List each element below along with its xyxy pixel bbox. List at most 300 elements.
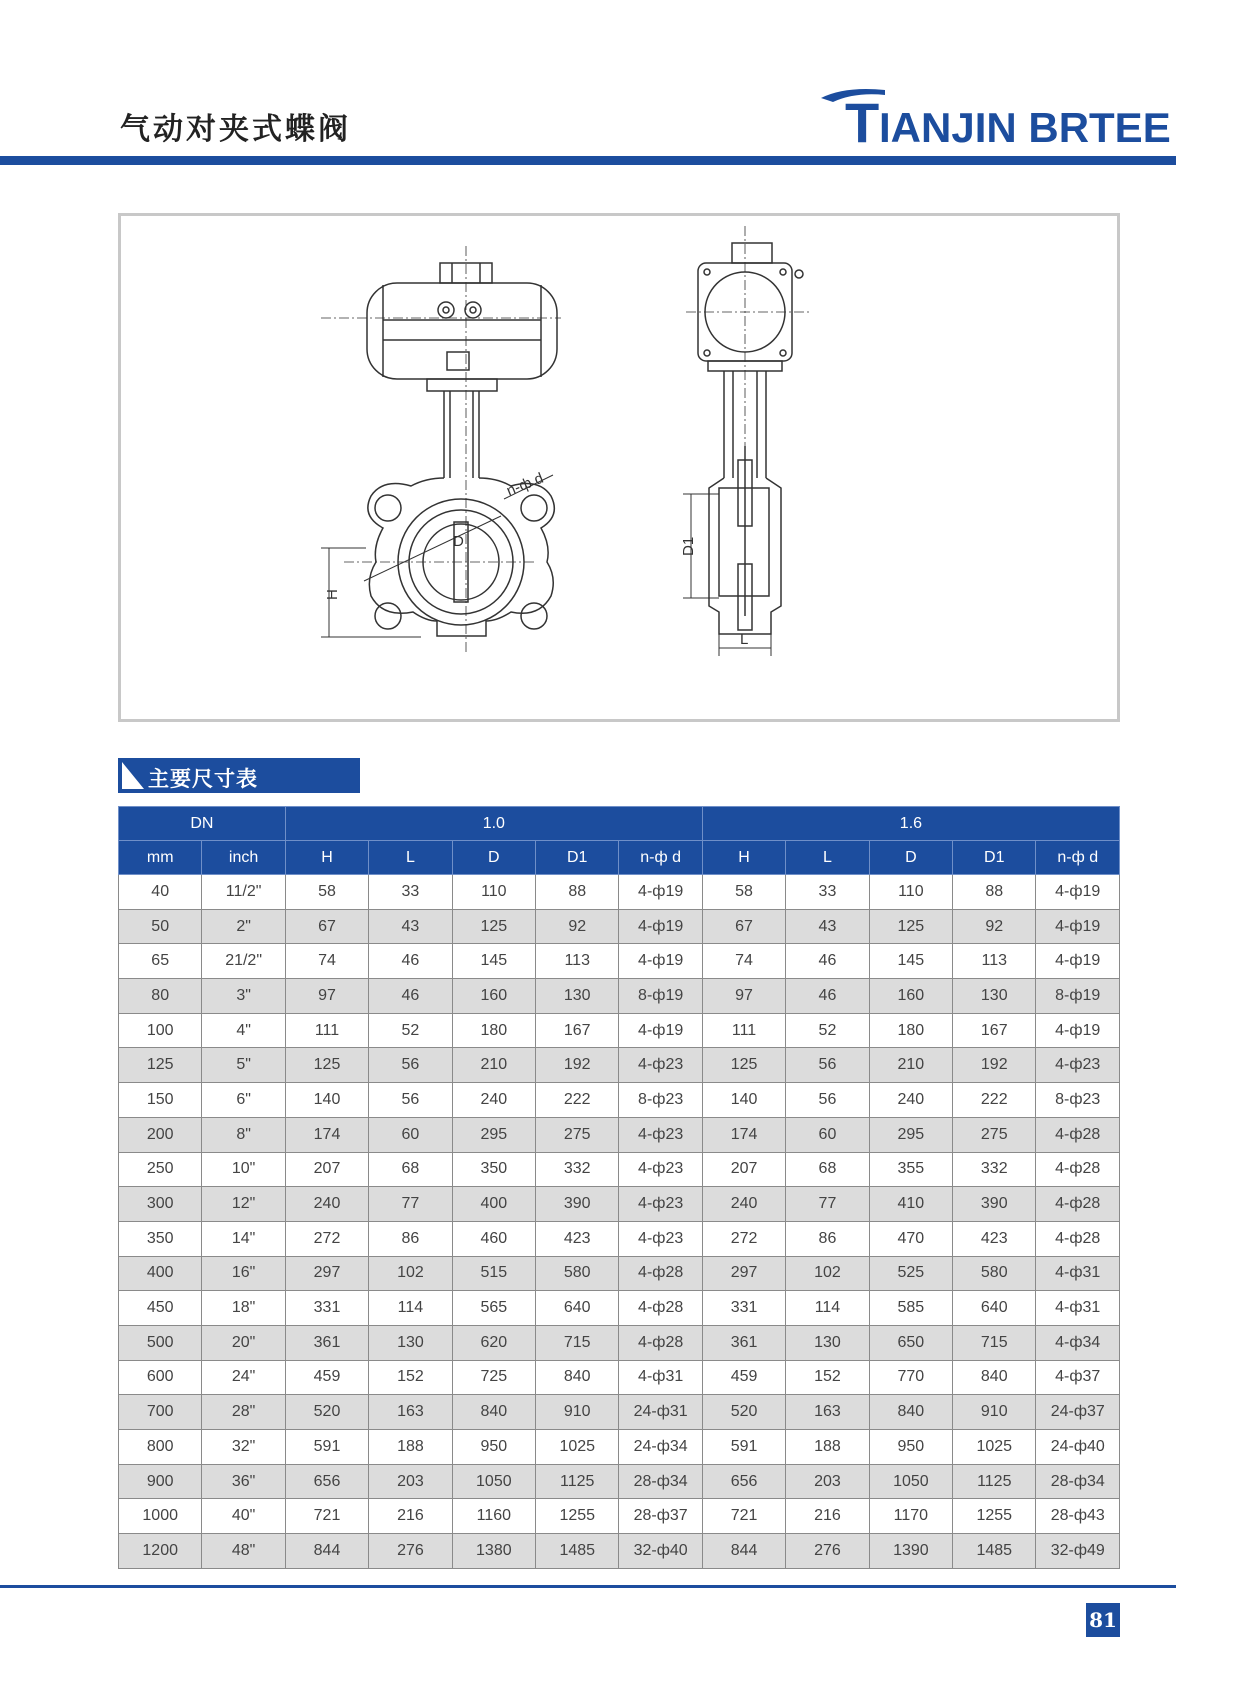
table-cell: 36" [202, 1464, 285, 1499]
brand-logo [815, 80, 1175, 150]
table-row [119, 1395, 1120, 1430]
table-row [119, 1048, 1120, 1083]
table-cell: 150 [119, 1083, 202, 1118]
table-cell: 12" [202, 1187, 285, 1222]
table-cell: 1380 [452, 1534, 535, 1569]
table-body [119, 875, 1120, 1569]
table-cell: 4-ф23 [619, 1187, 702, 1222]
table-cell: 5" [202, 1048, 285, 1083]
table-cell: 275 [536, 1117, 619, 1152]
table-cell: 620 [452, 1325, 535, 1360]
col-header-d: D [452, 841, 535, 875]
table-cell: 276 [369, 1534, 452, 1569]
table-cell: 715 [953, 1325, 1036, 1360]
table-cell: 28-ф34 [619, 1464, 702, 1499]
table-cell: 4-ф23 [1036, 1048, 1120, 1083]
table-cell: 715 [536, 1325, 619, 1360]
table-cell: 24-ф40 [1036, 1430, 1120, 1465]
table-cell: 86 [786, 1221, 869, 1256]
table-cell: 188 [786, 1430, 869, 1465]
table-cell: 222 [953, 1083, 1036, 1118]
table-cell: 125 [119, 1048, 202, 1083]
table-cell: 520 [702, 1395, 785, 1430]
table-cell: 580 [536, 1256, 619, 1291]
page-number: 81 [1086, 1603, 1120, 1637]
table-cell: 58 [285, 875, 368, 910]
table-cell: 1125 [536, 1464, 619, 1499]
table-cell: 28-ф43 [1036, 1499, 1120, 1534]
table-cell: 1125 [953, 1464, 1036, 1499]
table-cell: 102 [369, 1256, 452, 1291]
table-row [119, 1360, 1120, 1395]
table-cell: 174 [285, 1117, 368, 1152]
table-cell: 203 [786, 1464, 869, 1499]
table-cell: 600 [119, 1360, 202, 1395]
table-cell: 840 [869, 1395, 952, 1430]
table-cell: 24" [202, 1360, 285, 1395]
table-cell: 152 [369, 1360, 452, 1395]
table-cell: 361 [702, 1325, 785, 1360]
col-header-l: L [786, 841, 869, 875]
table-cell: 240 [869, 1083, 952, 1118]
table-row [119, 1221, 1120, 1256]
table-cell: 67 [285, 909, 368, 944]
table-cell: 591 [285, 1430, 368, 1465]
table-cell: 390 [536, 1187, 619, 1222]
table-cell: 520 [285, 1395, 368, 1430]
table-cell: 840 [536, 1360, 619, 1395]
table-cell: 60 [786, 1117, 869, 1152]
table-cell: 4-ф23 [619, 1152, 702, 1187]
table-cell: 140 [702, 1083, 785, 1118]
table-cell: 113 [536, 944, 619, 979]
table-cell: 102 [786, 1256, 869, 1291]
table-cell: 97 [285, 979, 368, 1014]
table-cell: 65 [119, 944, 202, 979]
table-cell: 400 [452, 1187, 535, 1222]
table-cell: 114 [369, 1291, 452, 1326]
table-cell: 4-ф28 [619, 1256, 702, 1291]
table-cell: 130 [369, 1325, 452, 1360]
table-cell: 86 [369, 1221, 452, 1256]
table-cell: 160 [869, 979, 952, 1014]
table-row [119, 1499, 1120, 1534]
table-cell: 400 [119, 1256, 202, 1291]
table-cell: 92 [953, 909, 1036, 944]
table-cell: 28-ф34 [1036, 1464, 1120, 1499]
table-cell: 240 [452, 1083, 535, 1118]
table-cell: 33 [786, 875, 869, 910]
table-cell: 459 [285, 1360, 368, 1395]
footer-rule [0, 1585, 1176, 1588]
brand-initial: T [845, 91, 880, 150]
table-cell: 4-ф31 [1036, 1256, 1120, 1291]
table-cell: 188 [369, 1430, 452, 1465]
table-cell: 1485 [536, 1534, 619, 1569]
section-header [118, 758, 360, 793]
table-cell: 180 [869, 1013, 952, 1048]
table-cell: 840 [452, 1395, 535, 1430]
group-header-pn16: 1.6 [702, 807, 1119, 841]
table-cell: 192 [536, 1048, 619, 1083]
table-cell: 2" [202, 909, 285, 944]
table-cell: 160 [452, 979, 535, 1014]
table-cell: 21/2" [202, 944, 285, 979]
table-cell: 525 [869, 1256, 952, 1291]
table-cell: 275 [953, 1117, 1036, 1152]
table-row [119, 1013, 1120, 1048]
table-cell: 950 [869, 1430, 952, 1465]
table-cell: 4-ф19 [1036, 909, 1120, 944]
table-cell: 28-ф37 [619, 1499, 702, 1534]
table-row [119, 1430, 1120, 1465]
table-cell: 145 [869, 944, 952, 979]
table-cell: 8-ф19 [619, 979, 702, 1014]
table-cell: 46 [369, 979, 452, 1014]
group-header-dn: DN [119, 807, 286, 841]
table-cell: 297 [702, 1256, 785, 1291]
table-cell: 6" [202, 1083, 285, 1118]
table-cell: 650 [869, 1325, 952, 1360]
table-cell: 46 [369, 944, 452, 979]
table-cell: 210 [452, 1048, 535, 1083]
table-row [119, 1291, 1120, 1326]
table-row [119, 1464, 1120, 1499]
table-cell: 4-ф23 [619, 1048, 702, 1083]
table-cell: 4-ф31 [619, 1360, 702, 1395]
table-cell: 8-ф23 [619, 1083, 702, 1118]
table-cell: 192 [953, 1048, 1036, 1083]
table-cell: 800 [119, 1430, 202, 1465]
table-row [119, 1325, 1120, 1360]
section-marker-icon [122, 762, 144, 789]
table-cell: 56 [786, 1048, 869, 1083]
table-cell: 4-ф28 [1036, 1221, 1120, 1256]
table-cell: 350 [119, 1221, 202, 1256]
dimensions-table [118, 806, 1120, 1569]
label-length: L [740, 631, 749, 648]
table-cell: 125 [452, 909, 535, 944]
table-cell: 4" [202, 1013, 285, 1048]
table-cell: 74 [285, 944, 368, 979]
table-cell: 222 [536, 1083, 619, 1118]
table-cell: 50 [119, 909, 202, 944]
table-cell: 28" [202, 1395, 285, 1430]
table-cell: 58 [702, 875, 785, 910]
table-cell: 1050 [869, 1464, 952, 1499]
table-row [119, 1152, 1120, 1187]
table-cell: 140 [285, 1083, 368, 1118]
table-cell: 4-ф37 [1036, 1360, 1120, 1395]
table-cell: 721 [285, 1499, 368, 1534]
col-header-mm: mm [119, 841, 202, 875]
table-cell: 840 [953, 1360, 1036, 1395]
table-cell: 1170 [869, 1499, 952, 1534]
table-row [119, 944, 1120, 979]
table-cell: 77 [369, 1187, 452, 1222]
table-cell: 585 [869, 1291, 952, 1326]
table-cell: 725 [452, 1360, 535, 1395]
table-cell: 125 [869, 909, 952, 944]
header-rule [0, 156, 1176, 165]
table-cell: 152 [786, 1360, 869, 1395]
table-cell: 8-ф23 [1036, 1083, 1120, 1118]
label-d1: D1 [680, 536, 697, 556]
table-cell: 4-ф19 [619, 909, 702, 944]
table-cell: 4-ф19 [619, 944, 702, 979]
group-header-pn10: 1.0 [285, 807, 702, 841]
table-cell: 32-ф40 [619, 1534, 702, 1569]
table-cell: 500 [119, 1325, 202, 1360]
table-cell: 200 [119, 1117, 202, 1152]
table-cell: 80 [119, 979, 202, 1014]
table-cell: 130 [953, 979, 1036, 1014]
table-cell: 67 [702, 909, 785, 944]
table-cell: 56 [369, 1048, 452, 1083]
center-lines [321, 246, 561, 654]
table-cell: 167 [536, 1013, 619, 1048]
table-cell: 390 [953, 1187, 1036, 1222]
table-cell: 174 [702, 1117, 785, 1152]
table-cell: 11/2" [202, 875, 285, 910]
table-cell: 43 [786, 909, 869, 944]
col-header-d1: D1 [953, 841, 1036, 875]
table-cell: 74 [702, 944, 785, 979]
table-cell: 14" [202, 1221, 285, 1256]
table-cell: 46 [786, 979, 869, 1014]
table-cell: 295 [452, 1117, 535, 1152]
table-cell: 167 [953, 1013, 1036, 1048]
table-cell: 470 [869, 1221, 952, 1256]
table-cell: 145 [452, 944, 535, 979]
table-cell: 844 [702, 1534, 785, 1569]
table-cell: 46 [786, 944, 869, 979]
col-header-h: H [285, 841, 368, 875]
table-cell: 203 [369, 1464, 452, 1499]
col-header-inch: inch [202, 841, 285, 875]
table-cell: 1255 [953, 1499, 1036, 1534]
table-cell: 460 [452, 1221, 535, 1256]
table-cell: 900 [119, 1464, 202, 1499]
table-cell: 110 [452, 875, 535, 910]
table-cell: 4-ф28 [619, 1291, 702, 1326]
table-row [119, 979, 1120, 1014]
table-cell: 950 [452, 1430, 535, 1465]
table-cell: 3" [202, 979, 285, 1014]
table-cell: 180 [452, 1013, 535, 1048]
table-row [119, 1117, 1120, 1152]
table-cell: 16" [202, 1256, 285, 1291]
table-cell: 515 [452, 1256, 535, 1291]
table-cell: 125 [285, 1048, 368, 1083]
table-cell: 24-ф34 [619, 1430, 702, 1465]
table-cell: 88 [536, 875, 619, 910]
table-cell: 207 [702, 1152, 785, 1187]
table-cell: 20" [202, 1325, 285, 1360]
table-cell: 52 [786, 1013, 869, 1048]
valve-drawing [121, 216, 1117, 719]
table-cell: 40 [119, 875, 202, 910]
table-cell: 272 [285, 1221, 368, 1256]
col-header-h: H [702, 841, 785, 875]
table-cell: 591 [702, 1430, 785, 1465]
table-cell: 272 [702, 1221, 785, 1256]
table-cell: 77 [786, 1187, 869, 1222]
table-cell: 18" [202, 1291, 285, 1326]
table-cell: 68 [369, 1152, 452, 1187]
table-cell: 240 [285, 1187, 368, 1222]
table-cell: 4-ф28 [619, 1325, 702, 1360]
table-cell: 92 [536, 909, 619, 944]
table-cell: 32-ф49 [1036, 1534, 1120, 1569]
table-cell: 33 [369, 875, 452, 910]
table-cell: 410 [869, 1187, 952, 1222]
table-cell: 43 [369, 909, 452, 944]
brand-name: IANJIN BRTEE [879, 104, 1171, 150]
label-bore: D [453, 533, 464, 550]
table-cell: 656 [285, 1464, 368, 1499]
table-cell: 4-ф28 [1036, 1117, 1120, 1152]
table-cell: 48" [202, 1534, 285, 1569]
table-row [119, 1083, 1120, 1118]
table-cell: 52 [369, 1013, 452, 1048]
page-title: 气动对夹式蝶阀 [120, 112, 351, 147]
side-view [698, 243, 803, 634]
table-cell: 114 [786, 1291, 869, 1326]
table-cell: 700 [119, 1395, 202, 1430]
table-cell: 100 [119, 1013, 202, 1048]
table-cell: 10" [202, 1152, 285, 1187]
table-cell: 56 [786, 1083, 869, 1118]
table-cell: 163 [786, 1395, 869, 1430]
table-cell: 297 [285, 1256, 368, 1291]
table-cell: 770 [869, 1360, 952, 1395]
table-cell: 361 [285, 1325, 368, 1360]
table-cell: 332 [953, 1152, 1036, 1187]
col-header-d: D [869, 841, 952, 875]
table-row [119, 1534, 1120, 1569]
table-cell: 4-ф23 [619, 1117, 702, 1152]
table-row [119, 1256, 1120, 1291]
table-cell: 331 [702, 1291, 785, 1326]
table-row [119, 875, 1120, 910]
col-header-bolts: n-ф d [619, 841, 702, 875]
table-cell: 8-ф19 [1036, 979, 1120, 1014]
table-cell: 350 [452, 1152, 535, 1187]
table-cell: 1025 [953, 1430, 1036, 1465]
table-cell: 450 [119, 1291, 202, 1326]
section-title: 主要尺寸表 [148, 767, 258, 791]
table-cell: 60 [369, 1117, 452, 1152]
table-cell: 4-ф23 [619, 1221, 702, 1256]
table-cell: 113 [953, 944, 1036, 979]
table-cell: 210 [869, 1048, 952, 1083]
table-cell: 331 [285, 1291, 368, 1326]
table-cell: 8" [202, 1117, 285, 1152]
table-cell: 111 [285, 1013, 368, 1048]
table-cell: 355 [869, 1152, 952, 1187]
table-cell: 4-ф19 [1036, 944, 1120, 979]
table-cell: 1255 [536, 1499, 619, 1534]
table-cell: 844 [285, 1534, 368, 1569]
table-cell: 40" [202, 1499, 285, 1534]
table-cell: 580 [953, 1256, 1036, 1291]
table-cell: 4-ф19 [1036, 875, 1120, 910]
table-cell: 4-ф19 [1036, 1013, 1120, 1048]
table-cell: 300 [119, 1187, 202, 1222]
table-cell: 276 [786, 1534, 869, 1569]
table-cell: 4-ф28 [1036, 1187, 1120, 1222]
table-cell: 4-ф28 [1036, 1152, 1120, 1187]
col-header-bolts: n-ф d [1036, 841, 1120, 875]
col-header-l: L [369, 841, 452, 875]
table-cell: 910 [536, 1395, 619, 1430]
table-cell: 1200 [119, 1534, 202, 1569]
label-bolt: n-ф d [504, 469, 546, 500]
front-view [367, 263, 557, 636]
table-cell: 4-ф34 [1036, 1325, 1120, 1360]
group-header-row [119, 807, 1120, 841]
table-cell: 1485 [953, 1534, 1036, 1569]
table-cell: 640 [953, 1291, 1036, 1326]
table-cell: 125 [702, 1048, 785, 1083]
table-cell: 88 [953, 875, 1036, 910]
table-cell: 1160 [452, 1499, 535, 1534]
table-cell: 250 [119, 1152, 202, 1187]
table-cell: 4-ф19 [619, 1013, 702, 1048]
table-cell: 240 [702, 1187, 785, 1222]
table-cell: 640 [536, 1291, 619, 1326]
table-cell: 423 [953, 1221, 1036, 1256]
table-row [119, 1187, 1120, 1222]
table-cell: 56 [369, 1083, 452, 1118]
table-cell: 130 [786, 1325, 869, 1360]
table-cell: 1025 [536, 1430, 619, 1465]
side-dimensions [683, 494, 771, 656]
table-cell: 1050 [452, 1464, 535, 1499]
table-row [119, 909, 1120, 944]
table-cell: 4-ф19 [619, 875, 702, 910]
table-cell: 207 [285, 1152, 368, 1187]
column-header-row [119, 841, 1120, 875]
table-cell: 130 [536, 979, 619, 1014]
table-cell: 68 [786, 1152, 869, 1187]
table-cell: 24-ф31 [619, 1395, 702, 1430]
valve-drawing-frame [118, 213, 1120, 722]
table-cell: 111 [702, 1013, 785, 1048]
table-cell: 332 [536, 1152, 619, 1187]
col-header-d1: D1 [536, 841, 619, 875]
table-cell: 163 [369, 1395, 452, 1430]
table-cell: 1000 [119, 1499, 202, 1534]
table-cell: 24-ф37 [1036, 1395, 1120, 1430]
label-height: H [324, 589, 341, 600]
table-cell: 216 [786, 1499, 869, 1534]
table-cell: 656 [702, 1464, 785, 1499]
table-cell: 721 [702, 1499, 785, 1534]
table-cell: 216 [369, 1499, 452, 1534]
table-cell: 459 [702, 1360, 785, 1395]
table-cell: 32" [202, 1430, 285, 1465]
table-cell: 97 [702, 979, 785, 1014]
table-cell: 1390 [869, 1534, 952, 1569]
table-cell: 110 [869, 875, 952, 910]
table-cell: 4-ф31 [1036, 1291, 1120, 1326]
table-cell: 423 [536, 1221, 619, 1256]
table-cell: 295 [869, 1117, 952, 1152]
table-cell: 565 [452, 1291, 535, 1326]
table-cell: 910 [953, 1395, 1036, 1430]
